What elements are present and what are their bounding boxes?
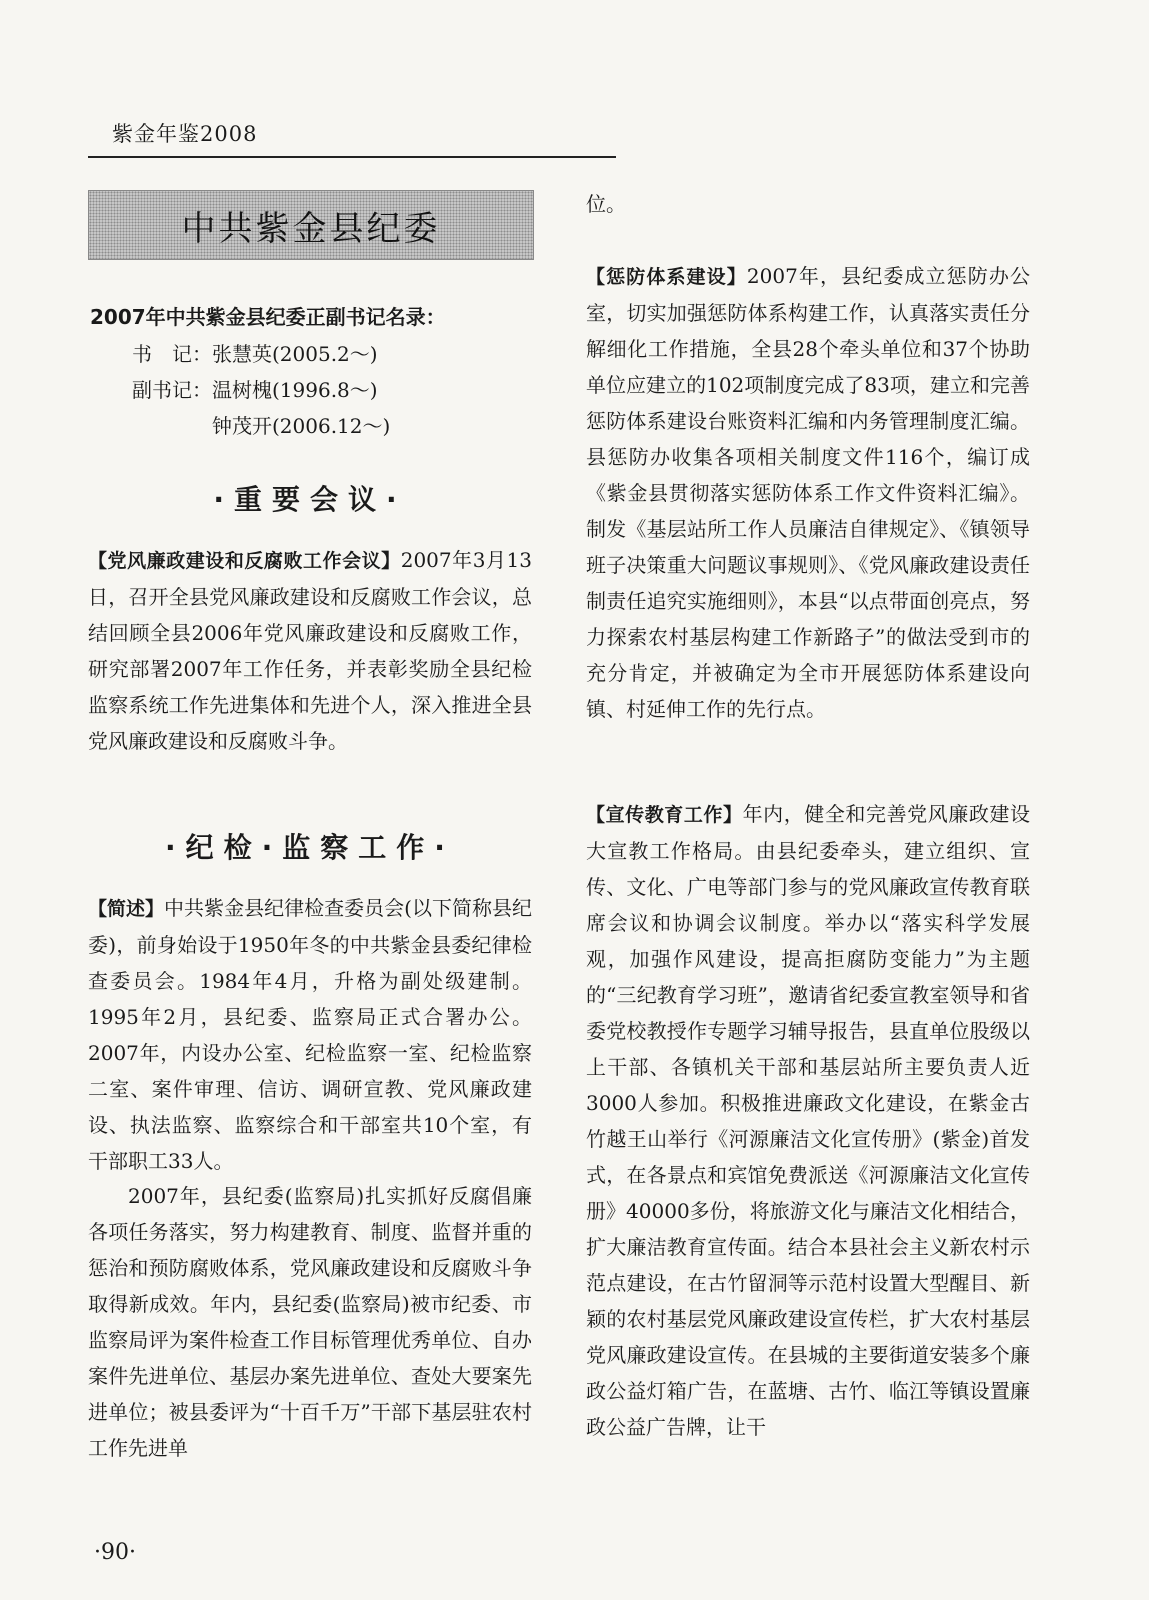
page-number: ·90· [94, 1540, 136, 1565]
prevention-heading: 【惩防体系建设】 [586, 266, 747, 288]
section-heading-work: ·纪检·监察工作· [165, 831, 455, 864]
publicity-text: 年内，健全和完善党风廉政建设大宣教工作格局。由县纪委牵头，建立组织、宣传、文化、广电等部门参与的党风廉政宣传教育联席会议和协调会议制度。举办以“落实科学发展观，加强作风建设，提高拒腐防变能力”为主题的“三纪教育学习班”，邀请省纪委宣教室领导和省委党校教授作专题学习辅导报告，县直单位股级以上干部、各镇机关干部和基层站所主要负责人近3000人参加。积极推进廉政文化建设，在紫金古竹越王山举行《河源廉洁文化宣传册》(紫金)首发式，在各景点和宾馆免费派送《河源廉洁文化宣传册》40000多份，将旅游文化与廉洁文化相结合，扩大廉洁教育宣传面。结合本县社会主义新农村示范点建设，在古竹留洞等示范村设置大型醒目、新颖的农村基层党风廉政建设宣传栏，扩大农村基层党风廉政建设宣传。在县城的主要街道安装多个廉政公益灯箱广告，在蓝塘、古竹、临江等镇设置廉政公益广告牌，让干 [586, 802, 1030, 1439]
roster-line-deputy-1: 副书记：温树槐(1996.8～) [132, 378, 378, 402]
running-header: 紫金年鉴2008 [112, 122, 258, 146]
meeting-text: 2007年3月13日，召开全县党风廉政建设和反腐败工作会议，总结回顾全县2006年党风廉政建设和反腐败工作，研究部署2007年工作任务，并表彰奖励全县纪检监察系统工作先进集体和先进个人，深入推进全县党风廉政建设和反腐败斗争。 [88, 548, 532, 753]
roster-line-deputy-2: 钟茂开(2006.12～) [132, 414, 391, 438]
section-title-banner [88, 190, 534, 260]
overview-paragraph-2: 2007年，县纪委(监察局)扎实抓好反腐倡廉各项任务落实，努力构建教育、制度、监督并重的惩治和预防腐败体系，党风廉政建设和反腐败斗争取得新成效。年内，县纪委(监察局)被市纪委、市监察局评为案件检查工作目标管理优秀单位、自办案件先进单位、基层办案先进单位、查处大要案先进单位；被县委评为“十百千万”干部下基层驻农村工作先进单 [88, 1184, 532, 1460]
roster-line-secretary: 书 记：张慧英(2005.2～) [132, 342, 378, 366]
overview-heading: 【简述】 [88, 898, 165, 920]
header-rule [88, 156, 616, 158]
section-heading-meetings: ·重要会议· [213, 483, 407, 516]
prevention-text: 2007年，县纪委成立惩防办公室，切实加强惩防体系构建工作，认真落实责任分解细化工作措施，全县28个牵头单位和37个协助单位应建立的102项制度完成了83项，建立和完善惩防体系建设台账资料汇编和内务管理制度汇编。县惩防办收集各项相关制度文件116个，编订成《紫金县贯彻落实惩防体系工作文件资料汇编》。制发《基层站所工作人员廉洁自律规定》、《镇领导班子决策重大问题议事规则》、《党风廉政建设责任制责任追究实施细则》，本县“以点带面创亮点，努力探索农村基层构建工作新路子”的做法受到市的充分肯定，并被确定为全市开展惩防体系建设向镇、村延伸工作的先行点。 [586, 264, 1030, 721]
overview-text: 中共紫金县纪律检查委员会(以下简称县纪委)，前身始设于1950年冬的中共紫金县委纪律检查委员会。1984年4月，升格为副处级建制。1995年2月，县纪委、监察局正式合署办公。2007年，内设办公室、纪检监察一室、纪检监察二室、案件审理、信访、调研宣教、党风廉政建设、执法监察、监察综合和干部室共10个室，有干部职工33人。 [88, 896, 532, 1173]
publicity-heading: 【宣传教育工作】 [586, 804, 743, 826]
overview-paragraph [88, 890, 532, 1179]
page-title: 中共紫金县纪委 [181, 208, 441, 249]
meeting-heading: 【党风廉政建设和反腐败工作会议】 [88, 550, 401, 572]
continuation-text: 位。 [586, 192, 626, 216]
prevention-paragraph [586, 258, 1030, 727]
meeting-paragraph [88, 542, 532, 759]
roster-heading: 2007年中共紫金县纪委正副书记名录： [90, 305, 446, 329]
publicity-paragraph [586, 796, 1030, 1445]
